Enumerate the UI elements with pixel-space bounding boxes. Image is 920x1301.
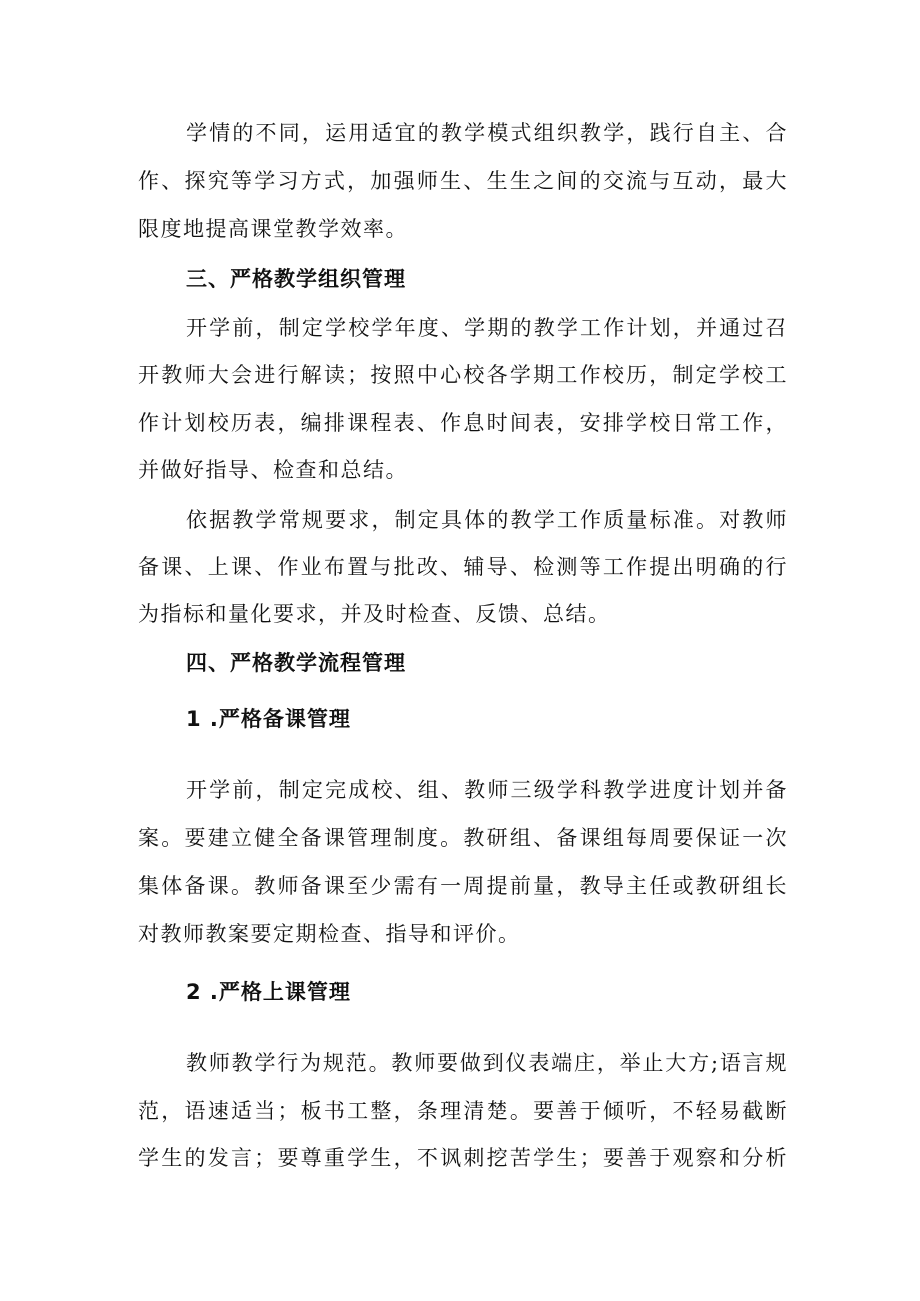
paragraph-line: 开学前，制定学校学年度、学期的教学工作计划，并通过召: [186, 316, 788, 340]
paragraph-line: 并做好指导、检查和总结。: [138, 458, 408, 482]
subsection-heading: 1 .严格备课管理: [186, 707, 351, 731]
paragraph-line: 案。要建立健全备课管理制度。教研组、备课组每周要保证一次: [138, 826, 788, 850]
paragraph-line: 依据教学常规要求，制定具体的教学工作质量标准。对教师: [186, 508, 788, 532]
paragraph-line: 开学前，制定完成校、组、教师三级学科教学进度计划并备: [186, 778, 788, 802]
subsection-heading: 2 .严格上课管理: [186, 980, 351, 1004]
section-heading: 三、严格教学组织管理: [186, 267, 406, 291]
paragraph-line: 限度地提高课堂教学效率。: [138, 217, 408, 241]
paragraph-line: 作计划校历表，编排课程表、作息时间表，安排学校日常工作，: [138, 411, 788, 435]
paragraph-line: 学情的不同，运用适宜的教学模式组织教学，践行自主、合: [186, 121, 788, 145]
paragraph-line: 范，语速适当；板书工整，条理清楚。要善于倾听，不轻易截断: [138, 1099, 788, 1123]
section-heading: 四、严格教学流程管理: [186, 651, 406, 675]
paragraph-line: 备课、上课、作业布置与批改、辅导、检测等工作提出明确的行: [138, 555, 788, 579]
paragraph-line: 集体备课。教师备课至少需有一周提前量，教导主任或教研组长: [138, 874, 788, 898]
paragraph-line: 对教师教案要定期检查、指导和评价。: [138, 922, 521, 946]
paragraph-line: 开教师大会进行解读；按照中心校各学期工作校历，制定学校工: [138, 363, 788, 387]
paragraph-line: 作、探究等学习方式，加强师生、生生之间的交流与互动，最大: [138, 169, 788, 193]
paragraph-line: 教师教学行为规范。教师要做到仪表端庄，举止大方;语言规: [186, 1051, 788, 1075]
paragraph-line: 学生的发言；要尊重学生，不讽刺挖苦学生；要善于观察和分析: [138, 1146, 788, 1170]
paragraph-line: 为指标和量化要求，并及时检查、反馈、总结。: [138, 602, 611, 626]
